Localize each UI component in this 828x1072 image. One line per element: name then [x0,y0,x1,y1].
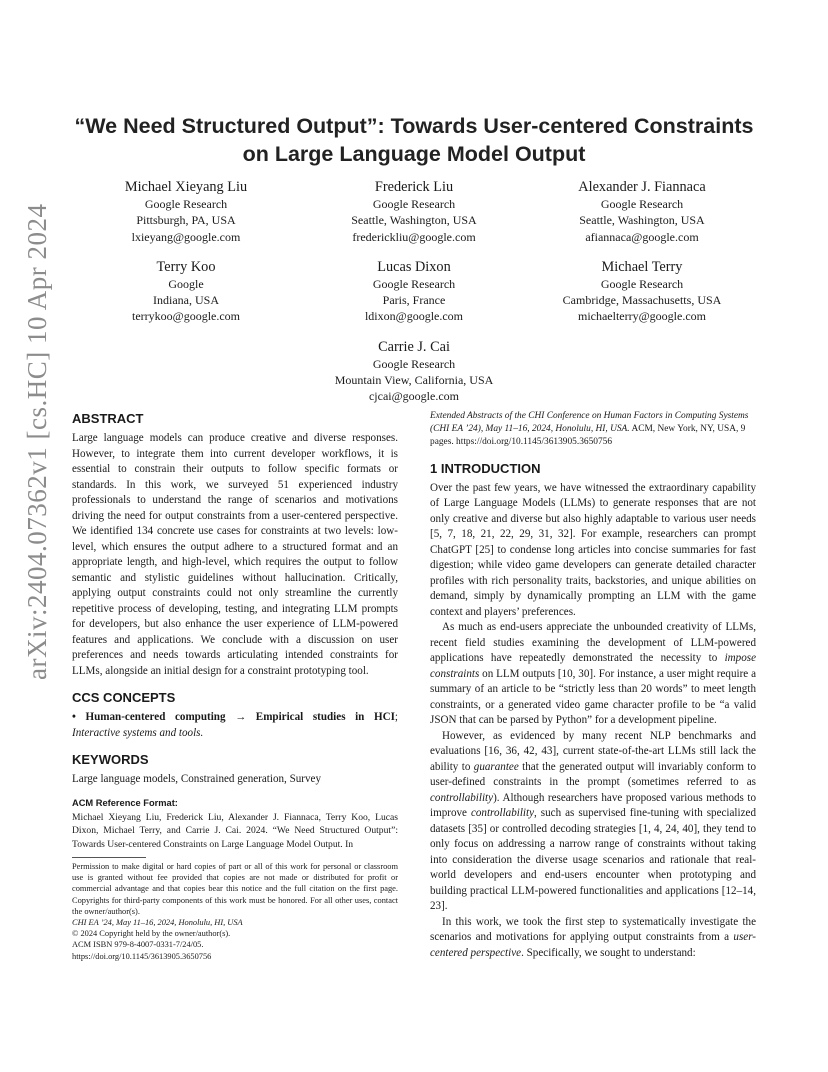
author-location: Mountain View, California, USA [334,373,494,388]
author-card [528,258,756,325]
author-row-3 [72,338,756,405]
author-email[interactable]: ldixon@google.com [364,309,464,324]
keywords-text: Large language models, Constrained generation, Survey [72,773,322,785]
ccs-concept-primary: • Human-centered computing → Empirical studies in HCI [72,711,395,723]
author-location: Seattle, Washington, USA [579,213,705,228]
author-email[interactable]: cjcai@google.com [368,389,460,404]
author-name: Frederick Liu [374,179,454,195]
author-name: Michael Xieyang Liu [124,179,248,195]
author-card [300,338,528,405]
author-affiliation: Google Research [372,356,456,371]
author-affiliation: Google Research [372,197,456,211]
author-email[interactable]: michaelterry@google.com [577,309,706,324]
intro-paragraph-4: In this work, we took the first step to systematically investigate the scenarios and motivations for applying output constraints from a user-centered perspective. Specifically, we sought to understand: [430,915,756,959]
author-name: Lucas Dixon [377,258,451,275]
ccs-concepts: • Human-centered computing → Empirical studies in HCI; Interactive systems and tools. [72,711,398,739]
author-affiliation: Google Research [600,276,684,291]
author-block [72,178,756,405]
author-location: Cambridge, Massachusetts, USA [562,293,722,308]
author-name: Alexander J. Fiannaca [578,179,706,195]
copyright-line: © 2024 Copyright held by the owner/author(s). [72,929,231,939]
arxiv-identifier: arXiv:2404.07362v1 [cs.HC] 10 Apr 2024 [22,203,52,680]
author-location: Paris, France [382,293,446,308]
author-name: Carrie J. Cai [378,338,450,355]
venue-info [430,410,756,450]
author-row-2 [72,258,756,325]
isbn-line: ACM ISBN 979-8-4007-0331-7/24/05. [72,940,204,950]
author-card [300,178,528,245]
author-name: Michael Terry [601,258,683,275]
author-affiliation: Google Research [372,276,456,291]
left-column [72,410,398,962]
author-affiliation: Google Research [144,197,228,211]
acm-reference-heading: ACM Reference Format: [72,797,178,808]
author-location: Seattle, Washington, USA [351,213,477,228]
author-affiliation: Google [168,276,204,291]
author-location: Pittsburgh, PA, USA [136,213,236,228]
author-card [528,178,756,245]
intro-paragraph-3: However, as evidenced by many recent NLP benchmarks and evaluations [16, 36, 42, 43], current state-of-the-art LLMs still lack the ability to guarantee that the generated output will invariably conform to user-defined constraints in the prompt (sometimes referred to as controllability). Although researchers have proposed various methods to improve controllability, such as supervised fine-tuning with specialized datasets [35] or controlled decoding strategies [1, 4, 24, 40], they tend to only focus on addressing a narrow range of constraints without taking into consideration the diverse usage scenarios and rationale that real-world developers and end-users encounter when prototyping and building practical LLM-powered functionalities and applications [12–14, 23]. [430,729,756,913]
intro-paragraph-1: Over the past few years, we have witnessed the extraordinary capability of Large Language Models (LLMs) to generate responses that are not only creative and diverse but also highly adaptable to various user needs [5, 7, 18, 21, 22, 29, 31, 32]. For example, researchers can prompt ChatGPT [25] to condense long articles into concise summaries for fast digestion; while video game developers can generate detailed character profiles with rich personality traits, backstories, and unique abilities on demand, simply by dynamically prompting an LLM with the game context and players’ preferences. [430,481,756,618]
author-email[interactable]: afiannaca@google.com [585,229,699,244]
acm-reference-text: Michael Xieyang Liu, Frederick Liu, Alexander J. Fiannaca, Terry Koo, Lucas Dixon, Michael Terry, and Carrie J. Cai. 2024. “We Need Structured Output”: Towards User-centered Constraints on Large Language Model Output. In [72,811,398,850]
author-card [72,258,300,325]
author-row-1 [72,178,756,245]
permission-notice: Permission to make digital or hard copies of part or all of this work for personal or classroom use is granted without fee provided that copies are not made or distributed for profit or commercial advantage and that copies bear this notice and the full citation on the first page. Copyrights for third-party components of this work must be honored. For all other uses, contact the owner/author(s). [72,862,398,916]
abstract-text: Large language models can produce creative and diverse responses. However, to integrate them into current developer workflows, it is essential to constrain their outputs to follow specific formats or standards. In this work, we surveyed 51 experienced industry professionals to understand the range of scenarios and motivations driving the need for output constraints from a user-centered perspective. We identified 134 concrete use cases for constraints at two levels: low-level, which ensures the output adhere to a structured format and an appropriate length, and high-level, which requires the output to follow semantic and stylistic guidelines without hallucination. Critically, applying output constraints could not only streamline the currently repetitive process of developing, testing, and integrating LLM prompts for developers, but also enhance the user experience of LLM-powered features and applications. We conclude with a discussion on user preferences and needs towards articulating intended constraints for LLMs, alongside an initial design for a constraint prototyping tool. [72,432,398,677]
footnote-divider [72,857,146,858]
author-email[interactable]: frederickliu@google.com [352,229,476,244]
venue-info-italic: Extended Abstracts of the CHI Conference on Human Factors in Computing Systems (CHI EA ’24), May 11–16, 2024, Honolulu, HI, USA. [430,411,749,435]
doi-link[interactable]: https://doi.org/10.1145/3613905.3650756 [72,951,212,961]
introduction-heading: 1 INTRODUCTION [430,460,541,476]
abstract-heading: ABSTRACT [72,411,144,426]
ccs-heading: CCS CONCEPTS [72,690,176,705]
venue-info-rest: ACM, New York, NY, USA, 9 pages. https://doi.org/10.1145/3613905.3650756 [430,424,746,448]
intro-paragraph-2: As much as end-users appreciate the unbounded creativity of LLMs, recent field studies examining the development of LLM-powered applications have repeatedly demonstrated the necessity to impose constraints on LLM outputs [10, 30]. For instance, a user might require a summary of an article to be “strictly less than 20 words” to meet length constraints, or a generated video game character profile to be “a valid JSON that can be parsed by Python” for a development pipeline. [430,621,756,727]
author-name: Terry Koo [156,258,216,275]
author-card [300,258,528,325]
author-affiliation: Google Research [600,197,684,211]
author-email[interactable]: terrykoo@google.com [131,309,241,324]
paper-title: “We Need Structured Output”: Towards User-centered Constraints on Large Language Model Output [74,114,754,166]
author-card [72,178,300,245]
author-email[interactable]: lxieyang@google.com [131,229,241,244]
permission-venue: CHI EA ’24, May 11–16, 2024, Honolulu, HI, USA [72,918,243,928]
ccs-concept-secondary: Interactive systems and tools. [72,726,204,739]
author-location: Indiana, USA [153,293,219,308]
keywords-heading: KEYWORDS [72,752,149,767]
right-column [430,410,756,961]
